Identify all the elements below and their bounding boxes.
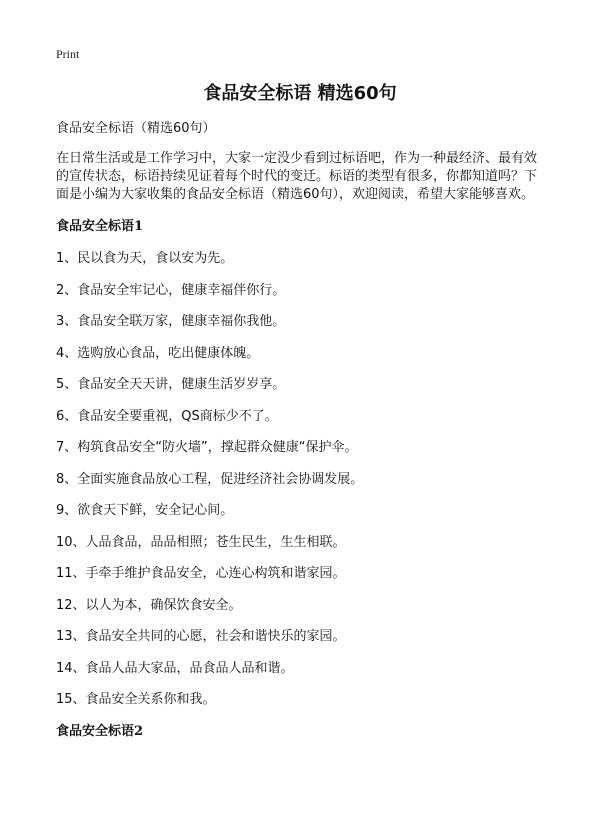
list-item: 7、构筑食品安全“防火墙”，撑起群众健康“保护伞。 [56, 440, 358, 455]
list-item: 4、选购放心食品，吃出健康体魄。 [56, 345, 260, 361]
document-body [56, 120, 546, 755]
section-heading-1: 食品安全标语1 [56, 219, 144, 234]
slogan-list-1 [56, 250, 546, 709]
list-item: 9、欲食天下鲜，安全记心间。 [56, 503, 234, 518]
list-item: 12、以人为本，确保饮食安全。 [56, 597, 242, 613]
list-item: 2、食品安全牢记心，健康幸福伴你行。 [56, 282, 286, 298]
list-item: 11、手牵手维护食品安全，心连心构筑和谐家园。 [56, 566, 346, 581]
print-link[interactable]: Print [56, 47, 80, 61]
list-item: 1、民以食为天，食以安为先。 [56, 251, 234, 266]
list-item: 3、食品安全联万家，健康幸福你我他。 [56, 314, 286, 329]
list-item: 14、食品人品大家品，品食品人品和谐。 [56, 660, 294, 676]
intro-paragraph: 在日常生活或是工作学习中，大家一定没少看到过标语吧，作为一种最经济、最有效的宣传状态，标语持续见证着每个时代的变迁。标语的类型有很多，你都知道吗？下面是小编为大家收集的食品安全标语（精选60句），欢迎阅读，希望大家能够喜欢。 [56, 151, 538, 202]
list-item: 10、人品食品，品品相照；苍生民生，生生相联。 [56, 534, 346, 550]
list-item: 5、食品安全天天讲，健康生活岁岁享。 [56, 377, 286, 392]
document-subtitle: 食品安全标语（精选60句） [56, 121, 216, 136]
list-item: 6、食品安全要重视，QS商标少不了。 [56, 408, 278, 424]
list-item: 15、食品安全关系你和我。 [56, 692, 216, 707]
list-item: 8、全面实施食品放心工程，促进经济社会协调发展。 [56, 471, 364, 487]
page-title: 食品安全标语 精选60句 [203, 83, 397, 104]
section-heading-2: 食品安全标语2 [56, 723, 144, 739]
list-item: 13、食品安全共同的心愿，社会和谐快乐的家园。 [56, 629, 346, 644]
